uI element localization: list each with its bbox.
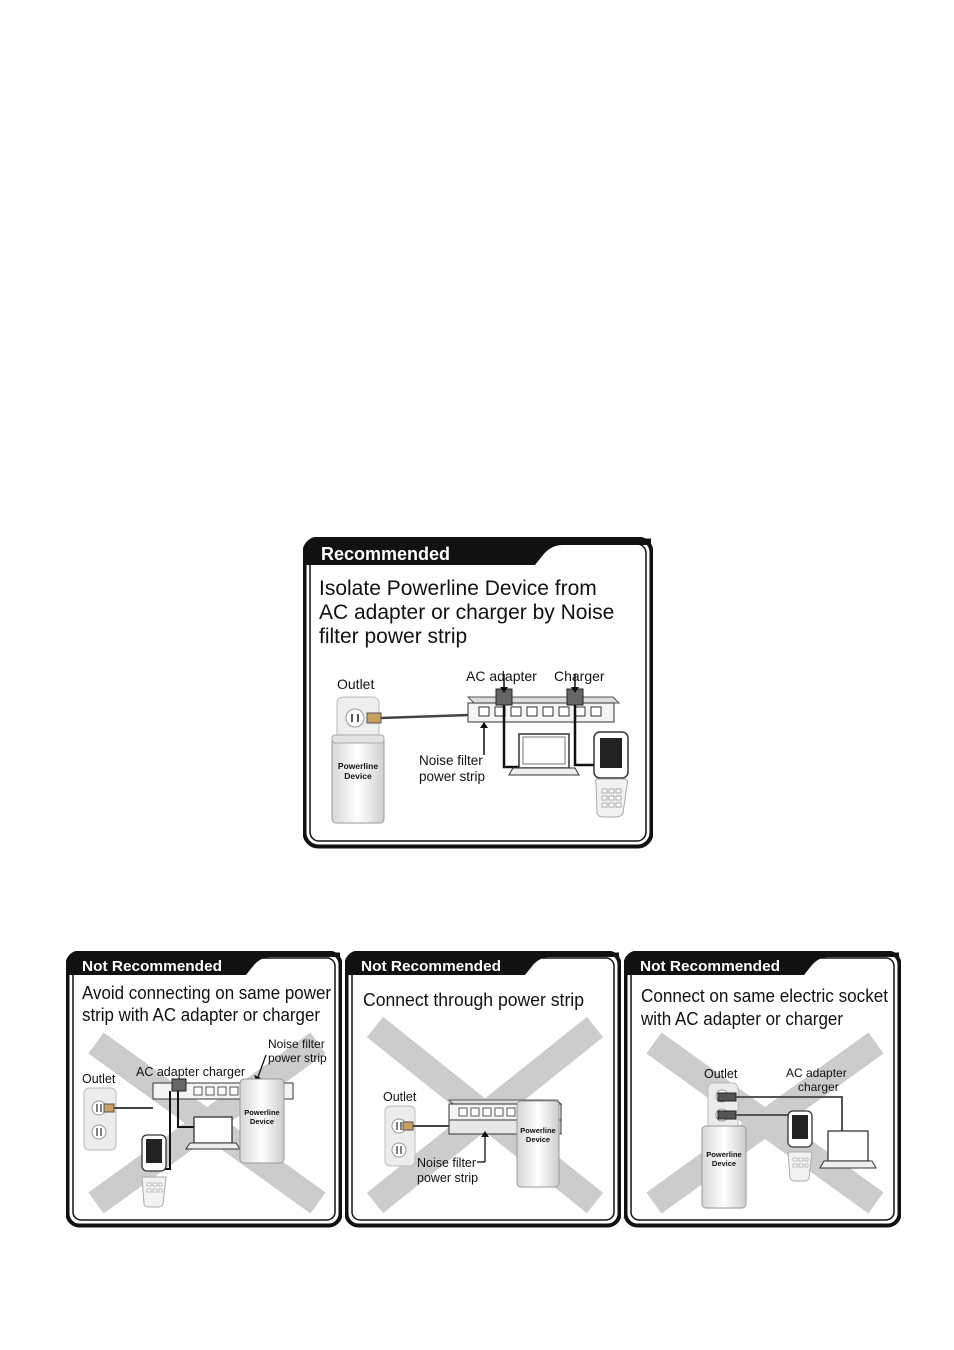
not-recommended-illustration-1 bbox=[66, 951, 342, 1228]
outlet-label: Outlet bbox=[337, 676, 375, 692]
caption-line-2: strip with AC adapter or charger bbox=[82, 1005, 320, 1025]
device-label-2: Device bbox=[344, 771, 372, 781]
header-title: Not Recommended bbox=[361, 958, 501, 975]
powerline-device-icon bbox=[332, 735, 384, 823]
caption-line-3: filter power strip bbox=[319, 625, 468, 648]
device-label-1: Powerline bbox=[337, 761, 379, 771]
header-title: Not Recommended bbox=[640, 958, 780, 975]
charger-label: Charger bbox=[554, 668, 605, 684]
caption-line-1: Connect through power strip bbox=[363, 990, 584, 1010]
ac-adapter-charger-label: AC adapter charger bbox=[136, 1065, 246, 1079]
laptop-icon bbox=[509, 734, 579, 775]
device-label-1: Powerline bbox=[520, 1126, 556, 1135]
not-recommended-panel-3 bbox=[624, 951, 901, 1228]
caption-line-2: with AC adapter or charger bbox=[640, 1009, 843, 1029]
noise-filter-label-2: power strip bbox=[268, 1051, 327, 1065]
noise-filter-label-2: power strip bbox=[417, 1171, 479, 1185]
powerline-device-icon bbox=[240, 1079, 284, 1163]
phone-icon bbox=[788, 1111, 812, 1181]
outlet-label: Outlet bbox=[383, 1090, 417, 1104]
phone-icon bbox=[142, 1135, 166, 1207]
outlet-icon bbox=[385, 1106, 415, 1166]
phone-icon bbox=[594, 732, 628, 817]
header-title: Recommended bbox=[321, 544, 451, 564]
header-title: Not Recommended bbox=[82, 958, 222, 975]
device-label-2: Device bbox=[249, 1117, 275, 1126]
device-label-1: Powerline bbox=[244, 1108, 280, 1117]
caption-line-1: Connect on same electric socket bbox=[641, 986, 888, 1006]
not-recommended-illustration-2 bbox=[345, 951, 621, 1228]
not-recommended-illustration-3 bbox=[624, 951, 901, 1228]
powerline-device-icon bbox=[702, 1126, 746, 1208]
device-label-2: Device bbox=[525, 1135, 551, 1144]
not-recommended-panel-2 bbox=[345, 951, 621, 1228]
ac-adapter-label-1: AC adapter bbox=[786, 1066, 847, 1080]
not-recommended-panel-1 bbox=[66, 951, 342, 1228]
noise-filter-label-1: Noise filter bbox=[419, 753, 483, 768]
noise-filter-label-2: power strip bbox=[419, 769, 486, 784]
outlet-icon bbox=[84, 1088, 116, 1150]
outlet-label: Outlet bbox=[704, 1067, 738, 1081]
laptop-icon bbox=[820, 1131, 876, 1168]
ac-adapter-label: AC adapter bbox=[466, 668, 537, 684]
noise-filter-label-1: Noise filter bbox=[417, 1156, 477, 1170]
device-label-1: Powerline bbox=[706, 1150, 742, 1159]
ac-adapter-label-2: charger bbox=[798, 1080, 839, 1094]
outlet-label: Outlet bbox=[82, 1072, 116, 1086]
device-label-2: Device bbox=[711, 1159, 737, 1168]
caption-line-2: AC adapter or charger by Noise bbox=[319, 601, 615, 624]
recommended-panel bbox=[303, 537, 653, 849]
powerline-device-icon bbox=[517, 1101, 559, 1187]
caption-line-1: Avoid connecting on same power bbox=[82, 983, 331, 1003]
noise-filter-label-1: Noise filter bbox=[268, 1037, 325, 1051]
caption-line-1: Isolate Powerline Device from bbox=[319, 577, 597, 600]
recommended-illustration bbox=[303, 537, 653, 849]
laptop-icon bbox=[186, 1117, 240, 1149]
